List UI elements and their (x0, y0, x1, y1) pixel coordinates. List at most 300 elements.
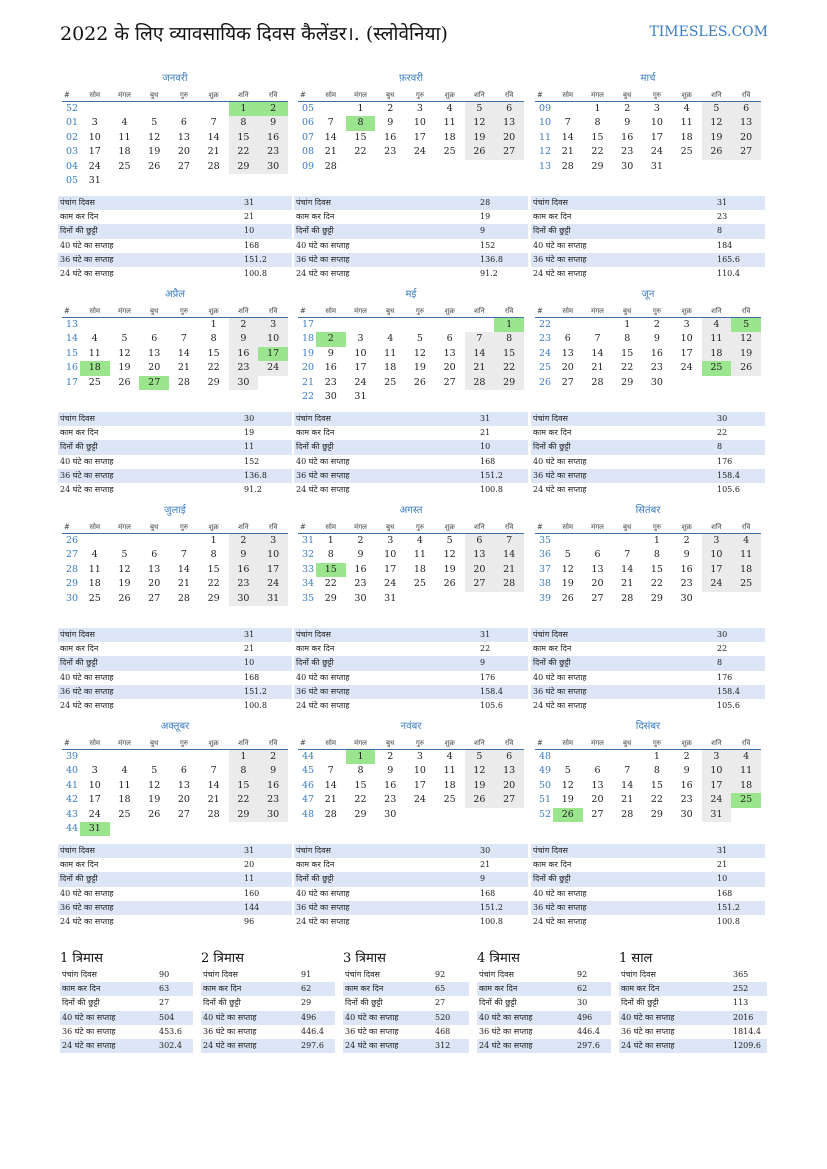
day-cell[interactable]: 21 (207, 794, 220, 806)
day-cell[interactable]: 13 (148, 347, 161, 359)
day-cell[interactable]: 20 (494, 131, 524, 145)
day-cell[interactable]: 1 (357, 103, 364, 114)
day-cell[interactable]: 10 (258, 332, 288, 346)
day-cell[interactable]: 30 (650, 376, 663, 388)
day-cell[interactable]: 5 (121, 549, 128, 561)
day-cell[interactable]: 10 (702, 548, 732, 562)
day-cell[interactable]: 23 (384, 146, 397, 158)
day-cell[interactable]: 5 (121, 333, 128, 345)
day-cell[interactable]: 1 (346, 750, 376, 764)
day-cell[interactable]: 16 (650, 347, 663, 359)
day-cell[interactable]: 15 (316, 563, 346, 577)
day-cell[interactable]: 16 (258, 131, 288, 145)
day-cell[interactable]: 5 (702, 102, 732, 116)
day-cell[interactable]: 12 (465, 116, 495, 130)
day-cell[interactable]: 21 (561, 146, 574, 158)
day-cell[interactable]: 21 (177, 362, 190, 374)
day-cell[interactable]: 12 (702, 116, 732, 130)
day-cell[interactable]: 15 (621, 347, 634, 359)
day-cell[interactable]: 20 (731, 131, 761, 145)
day-cell[interactable]: 17 (702, 779, 732, 793)
day-cell[interactable]: 14 (591, 347, 604, 359)
day-cell[interactable]: 9 (653, 333, 660, 345)
day-cell[interactable]: 30 (354, 592, 367, 604)
day-cell[interactable]: 11 (118, 131, 131, 143)
day-cell[interactable]: 24 (384, 578, 397, 590)
day-cell[interactable]: 27 (494, 793, 524, 807)
day-cell[interactable]: 24 (88, 160, 101, 172)
day-cell[interactable]: 26 (118, 592, 131, 604)
day-cell[interactable]: 9 (683, 765, 690, 777)
day-cell[interactable]: 23 (680, 794, 693, 806)
day-cell[interactable]: 11 (731, 764, 761, 778)
day-cell[interactable]: 1 (229, 750, 259, 764)
day-cell[interactable]: 17 (258, 563, 288, 577)
day-cell[interactable]: 3 (258, 318, 288, 332)
day-cell[interactable]: 16 (384, 131, 397, 143)
day-cell[interactable]: 23 (229, 361, 259, 375)
day-cell[interactable]: 7 (210, 765, 217, 777)
day-cell[interactable]: 29 (650, 592, 663, 604)
day-cell[interactable]: 8 (210, 549, 217, 561)
day-cell[interactable]: 28 (465, 376, 495, 390)
day-cell[interactable]: 5 (564, 549, 571, 561)
day-cell[interactable]: 8 (357, 765, 364, 777)
day-cell[interactable]: 9 (624, 117, 631, 129)
day-cell[interactable]: 16 (229, 563, 259, 577)
day-cell[interactable]: 27 (148, 592, 161, 604)
day-cell[interactable]: 21 (207, 146, 220, 158)
day-cell[interactable]: 23 (354, 578, 367, 590)
day-cell[interactable]: 26 (118, 376, 131, 388)
day-cell[interactable]: 31 (354, 390, 367, 402)
day-cell[interactable]: 14 (561, 131, 574, 143)
day-cell[interactable]: 28 (177, 592, 190, 604)
day-cell[interactable]: 26 (413, 376, 426, 388)
day-cell[interactable]: 15 (650, 779, 663, 791)
day-cell[interactable]: 15 (591, 131, 604, 143)
day-cell[interactable]: 17 (413, 131, 426, 143)
day-cell[interactable]: 26 (731, 361, 761, 375)
day-cell[interactable]: 28 (324, 160, 337, 172)
day-cell[interactable]: 31 (702, 808, 732, 822)
day-cell[interactable]: 10 (88, 131, 101, 143)
day-cell[interactable]: 23 (680, 578, 693, 590)
day-cell[interactable]: 7 (327, 117, 334, 129)
day-cell[interactable]: 2 (357, 535, 364, 546)
day-cell[interactable]: 19 (561, 794, 574, 806)
day-cell[interactable]: 19 (148, 794, 161, 806)
day-cell[interactable]: 30 (258, 808, 288, 822)
day-cell[interactable]: 13 (591, 779, 604, 791)
day-cell[interactable]: 25 (118, 808, 131, 820)
day-cell[interactable]: 17 (88, 794, 101, 806)
day-cell[interactable]: 8 (229, 116, 259, 130)
day-cell[interactable]: 13 (443, 347, 456, 359)
day-cell[interactable]: 16 (324, 362, 337, 374)
day-cell[interactable]: 26 (465, 145, 495, 159)
day-cell[interactable]: 3 (357, 333, 364, 345)
day-cell[interactable]: 8 (594, 117, 601, 129)
day-cell[interactable]: 4 (387, 333, 394, 345)
day-cell[interactable]: 29 (229, 808, 259, 822)
day-cell[interactable]: 19 (465, 779, 495, 793)
day-cell[interactable]: 12 (561, 563, 574, 575)
day-cell[interactable]: 28 (561, 160, 574, 172)
day-cell[interactable]: 12 (118, 563, 131, 575)
day-cell[interactable]: 5 (151, 765, 158, 777)
day-cell[interactable]: 25 (118, 160, 131, 172)
day-cell[interactable]: 7 (180, 333, 187, 345)
day-cell[interactable]: 20 (591, 794, 604, 806)
day-cell[interactable]: 31 (88, 174, 101, 186)
day-cell[interactable]: 26 (561, 592, 574, 604)
day-cell[interactable]: 17 (88, 146, 101, 158)
day-cell[interactable]: 14 (177, 347, 190, 359)
day-cell[interactable]: 23 (229, 577, 259, 591)
day-cell[interactable]: 21 (591, 362, 604, 374)
day-cell[interactable]: 15 (207, 347, 220, 359)
day-cell[interactable]: 16 (229, 347, 259, 361)
day-cell[interactable]: 6 (180, 765, 187, 777)
day-cell[interactable]: 3 (653, 103, 660, 114)
day-cell[interactable]: 24 (680, 362, 693, 374)
day-cell[interactable]: 4 (731, 750, 761, 764)
day-cell[interactable]: 17 (413, 779, 426, 791)
day-cell[interactable]: 19 (443, 563, 456, 575)
day-cell[interactable]: 25 (443, 794, 456, 806)
day-cell[interactable]: 27 (561, 376, 574, 388)
day-cell[interactable]: 8 (653, 765, 660, 777)
day-cell[interactable]: 15 (650, 563, 663, 575)
day-cell[interactable]: 20 (148, 578, 161, 590)
day-cell[interactable]: 2 (316, 332, 346, 346)
day-cell[interactable]: 6 (731, 102, 761, 116)
day-cell[interactable]: 22 (207, 362, 220, 374)
day-cell[interactable]: 5 (731, 318, 761, 332)
day-cell[interactable]: 6 (180, 117, 187, 129)
day-cell[interactable]: 14 (494, 548, 524, 562)
day-cell[interactable]: 16 (384, 779, 397, 791)
day-cell[interactable]: 22 (354, 146, 367, 158)
day-cell[interactable]: 9 (387, 117, 394, 129)
day-cell[interactable]: 7 (180, 549, 187, 561)
day-cell[interactable]: 6 (564, 333, 571, 345)
day-cell[interactable]: 16 (258, 779, 288, 793)
day-cell[interactable]: 19 (465, 131, 495, 145)
day-cell[interactable]: 3 (416, 103, 423, 114)
day-cell[interactable]: 18 (118, 794, 131, 806)
day-cell[interactable]: 3 (702, 750, 732, 764)
day-cell[interactable]: 24 (650, 146, 663, 158)
day-cell[interactable]: 18 (80, 361, 110, 375)
day-cell[interactable]: 11 (88, 347, 101, 359)
day-cell[interactable]: 24 (702, 577, 732, 591)
day-cell[interactable]: 11 (731, 548, 761, 562)
day-cell[interactable]: 28 (324, 808, 337, 820)
day-cell[interactable]: 19 (148, 146, 161, 158)
day-cell[interactable]: 12 (148, 779, 161, 791)
day-cell[interactable]: 30 (680, 808, 693, 820)
day-cell[interactable]: 14 (465, 347, 495, 361)
day-cell[interactable]: 3 (91, 117, 98, 129)
day-cell[interactable]: 19 (561, 578, 574, 590)
day-cell[interactable]: 26 (148, 160, 161, 172)
day-cell[interactable]: 28 (494, 577, 524, 591)
day-cell[interactable]: 3 (258, 534, 288, 548)
day-cell[interactable]: 2 (387, 103, 394, 114)
day-cell[interactable]: 2 (229, 318, 259, 332)
day-cell[interactable]: 19 (118, 362, 131, 374)
day-cell[interactable]: 27 (465, 577, 495, 591)
day-cell[interactable]: 19 (731, 347, 761, 361)
day-cell[interactable]: 2 (683, 751, 690, 762)
day-cell[interactable]: 4 (91, 549, 98, 561)
day-cell[interactable]: 7 (327, 765, 334, 777)
day-cell[interactable]: 3 (683, 319, 690, 330)
day-cell[interactable]: 6 (594, 765, 601, 777)
day-cell[interactable]: 8 (346, 116, 376, 130)
day-cell[interactable]: 28 (591, 376, 604, 388)
day-cell[interactable]: 31 (258, 592, 288, 606)
day-cell[interactable]: 13 (177, 131, 190, 143)
day-cell[interactable]: 10 (680, 333, 693, 345)
day-cell[interactable]: 4 (683, 103, 690, 114)
day-cell[interactable]: 1 (494, 318, 524, 332)
day-cell[interactable]: 28 (621, 808, 634, 820)
day-cell[interactable]: 20 (177, 146, 190, 158)
day-cell[interactable]: 22 (650, 578, 663, 590)
day-cell[interactable]: 18 (731, 563, 761, 577)
day-cell[interactable]: 29 (207, 376, 220, 388)
day-cell[interactable]: 16 (680, 563, 693, 575)
day-cell[interactable]: 17 (702, 563, 732, 577)
day-cell[interactable]: 27 (177, 160, 190, 172)
day-cell[interactable]: 4 (121, 765, 128, 777)
day-cell[interactable]: 24 (258, 361, 288, 375)
day-cell[interactable]: 18 (443, 779, 456, 791)
day-cell[interactable]: 10 (258, 548, 288, 562)
day-cell[interactable]: 11 (88, 563, 101, 575)
day-cell[interactable]: 11 (702, 332, 732, 346)
day-cell[interactable]: 3 (702, 534, 732, 548)
day-cell[interactable]: 22 (494, 361, 524, 375)
day-cell[interactable]: 30 (229, 592, 259, 606)
day-cell[interactable]: 29 (229, 160, 259, 174)
day-cell[interactable]: 14 (621, 563, 634, 575)
day-cell[interactable]: 12 (731, 332, 761, 346)
day-cell[interactable]: 4 (416, 535, 423, 546)
day-cell[interactable]: 13 (561, 347, 574, 359)
day-cell[interactable]: 4 (121, 117, 128, 129)
day-cell[interactable]: 26 (553, 808, 583, 822)
day-cell[interactable]: 7 (624, 765, 631, 777)
day-cell[interactable]: 11 (384, 347, 397, 359)
day-cell[interactable]: 15 (229, 131, 259, 145)
day-cell[interactable]: 6 (465, 534, 495, 548)
day-cell[interactable]: 20 (561, 362, 574, 374)
day-cell[interactable]: 24 (702, 793, 732, 807)
day-cell[interactable]: 30 (258, 160, 288, 174)
day-cell[interactable]: 21 (621, 794, 634, 806)
day-cell[interactable]: 26 (443, 578, 456, 590)
day-cell[interactable]: 8 (327, 549, 334, 561)
day-cell[interactable]: 29 (354, 808, 367, 820)
day-cell[interactable]: 8 (494, 332, 524, 346)
day-cell[interactable]: 7 (594, 333, 601, 345)
day-cell[interactable]: 13 (731, 116, 761, 130)
day-cell[interactable]: 19 (702, 131, 732, 145)
day-cell[interactable]: 29 (650, 808, 663, 820)
day-cell[interactable]: 10 (88, 779, 101, 791)
day-cell[interactable]: 5 (465, 102, 495, 116)
day-cell[interactable]: 29 (621, 376, 634, 388)
day-cell[interactable]: 9 (258, 116, 288, 130)
day-cell[interactable]: 15 (207, 563, 220, 575)
day-cell[interactable]: 22 (621, 362, 634, 374)
day-cell[interactable]: 4 (731, 534, 761, 548)
day-cell[interactable]: 9 (258, 764, 288, 778)
day-cell[interactable]: 26 (148, 808, 161, 820)
day-cell[interactable]: 8 (624, 333, 631, 345)
day-cell[interactable]: 20 (148, 362, 161, 374)
day-cell[interactable]: 30 (680, 592, 693, 604)
day-cell[interactable]: 18 (88, 578, 101, 590)
day-cell[interactable]: 27 (139, 376, 169, 390)
day-cell[interactable]: 11 (443, 117, 456, 129)
day-cell[interactable]: 14 (324, 779, 337, 791)
day-cell[interactable]: 18 (384, 362, 397, 374)
day-cell[interactable]: 1 (229, 102, 259, 116)
day-cell[interactable]: 1 (327, 535, 334, 546)
day-cell[interactable]: 24 (413, 794, 426, 806)
day-cell[interactable]: 1 (210, 319, 217, 330)
day-cell[interactable]: 6 (494, 750, 524, 764)
day-cell[interactable]: 8 (210, 333, 217, 345)
day-cell[interactable]: 21 (324, 794, 337, 806)
day-cell[interactable]: 16 (354, 563, 367, 575)
day-cell[interactable]: 23 (258, 145, 288, 159)
day-cell[interactable]: 17 (354, 362, 367, 374)
day-cell[interactable]: 3 (416, 751, 423, 762)
day-cell[interactable]: 21 (324, 146, 337, 158)
day-cell[interactable]: 6 (494, 102, 524, 116)
day-cell[interactable]: 22 (591, 146, 604, 158)
day-cell[interactable]: 12 (465, 764, 495, 778)
day-cell[interactable]: 28 (207, 160, 220, 172)
day-cell[interactable]: 12 (443, 549, 456, 561)
day-cell[interactable]: 2 (229, 534, 259, 548)
day-cell[interactable]: 1 (624, 319, 631, 330)
day-cell[interactable]: 7 (210, 117, 217, 129)
day-cell[interactable]: 29 (324, 592, 337, 604)
day-cell[interactable]: 21 (177, 578, 190, 590)
day-cell[interactable]: 7 (624, 549, 631, 561)
day-cell[interactable]: 22 (324, 578, 337, 590)
day-cell[interactable]: 5 (151, 117, 158, 129)
day-cell[interactable]: 18 (443, 131, 456, 143)
day-cell[interactable]: 22 (354, 794, 367, 806)
day-cell[interactable]: 27 (591, 592, 604, 604)
day-cell[interactable]: 11 (680, 117, 693, 129)
day-cell[interactable]: 22 (229, 793, 259, 807)
day-cell[interactable]: 30 (229, 376, 259, 390)
day-cell[interactable]: 5 (446, 535, 453, 546)
day-cell[interactable]: 24 (413, 146, 426, 158)
day-cell[interactable]: 29 (207, 592, 220, 604)
day-cell[interactable]: 3 (387, 535, 394, 546)
day-cell[interactable]: 1 (653, 751, 660, 762)
day-cell[interactable]: 15 (354, 131, 367, 143)
day-cell[interactable]: 16 (680, 779, 693, 791)
day-cell[interactable]: 4 (702, 318, 732, 332)
day-cell[interactable]: 14 (324, 131, 337, 143)
day-cell[interactable]: 6 (151, 333, 158, 345)
day-cell[interactable]: 25 (413, 578, 426, 590)
day-cell[interactable]: 9 (683, 549, 690, 561)
day-cell[interactable]: 12 (561, 779, 574, 791)
day-cell[interactable]: 2 (258, 750, 288, 764)
day-cell[interactable]: 25 (443, 146, 456, 158)
day-cell[interactable]: 18 (680, 131, 693, 143)
day-cell[interactable]: 6 (151, 549, 158, 561)
day-cell[interactable]: 23 (324, 376, 337, 388)
day-cell[interactable]: 25 (731, 577, 761, 591)
day-cell[interactable]: 12 (118, 347, 131, 359)
day-cell[interactable]: 2 (624, 103, 631, 114)
day-cell[interactable]: 31 (650, 160, 663, 172)
day-cell[interactable]: 13 (494, 116, 524, 130)
day-cell[interactable]: 16 (621, 131, 634, 143)
day-cell[interactable]: 9 (357, 549, 364, 561)
day-cell[interactable]: 20 (443, 362, 456, 374)
day-cell[interactable]: 15 (354, 779, 367, 791)
day-cell[interactable]: 13 (494, 764, 524, 778)
day-cell[interactable]: 1 (594, 103, 601, 114)
day-cell[interactable]: 21 (621, 578, 634, 590)
day-cell[interactable]: 5 (564, 765, 571, 777)
day-cell[interactable]: 28 (207, 808, 220, 820)
day-cell[interactable]: 12 (413, 347, 426, 359)
day-cell[interactable]: 1 (653, 535, 660, 546)
day-cell[interactable]: 2 (258, 102, 288, 116)
day-cell[interactable]: 7 (494, 534, 524, 548)
day-cell[interactable]: 10 (413, 117, 426, 129)
day-cell[interactable]: 25 (702, 361, 732, 375)
day-cell[interactable]: 25 (384, 376, 397, 388)
day-cell[interactable]: 10 (650, 117, 663, 129)
day-cell[interactable]: 25 (88, 592, 101, 604)
day-cell[interactable]: 17 (650, 131, 663, 143)
day-cell[interactable]: 8 (229, 764, 259, 778)
day-cell[interactable]: 9 (229, 332, 259, 346)
day-cell[interactable]: 19 (118, 578, 131, 590)
day-cell[interactable]: 18 (731, 779, 761, 793)
day-cell[interactable]: 22 (650, 794, 663, 806)
day-cell[interactable]: 18 (118, 146, 131, 158)
day-cell[interactable]: 29 (591, 160, 604, 172)
day-cell[interactable]: 24 (354, 376, 367, 388)
day-cell[interactable]: 23 (258, 793, 288, 807)
day-cell[interactable]: 23 (384, 794, 397, 806)
day-cell[interactable]: 27 (177, 808, 190, 820)
day-cell[interactable]: 2 (387, 751, 394, 762)
day-cell[interactable]: 11 (443, 765, 456, 777)
day-cell[interactable]: 20 (591, 578, 604, 590)
day-cell[interactable]: 25 (88, 376, 101, 388)
day-cell[interactable]: 2 (653, 319, 660, 330)
day-cell[interactable]: 13 (177, 779, 190, 791)
